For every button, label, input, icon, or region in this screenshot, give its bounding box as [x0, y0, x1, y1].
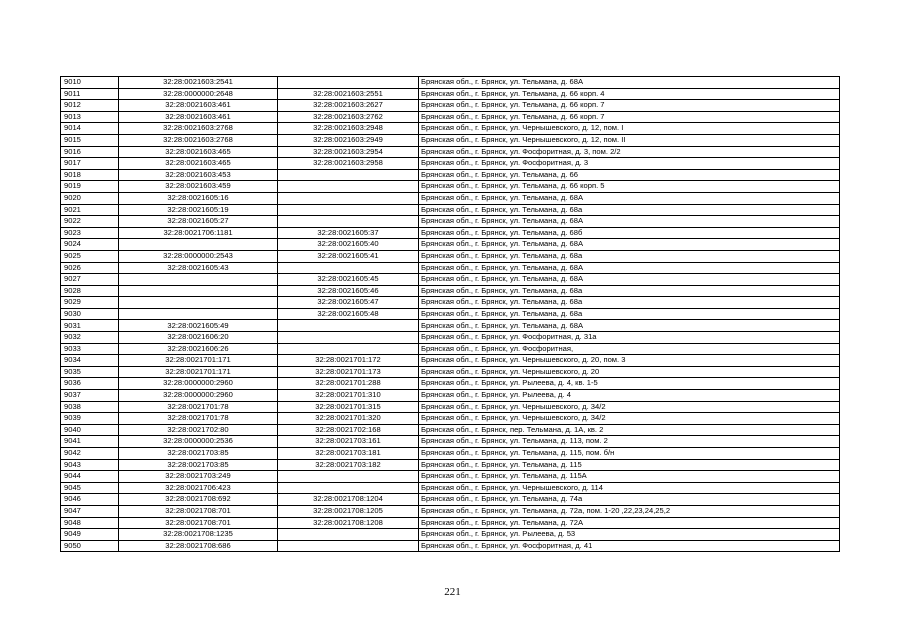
cadastral-number-cell: 32:28:0021603:453 [119, 169, 278, 181]
cadastral-number-cell: 32:28:0021603:465 [119, 146, 278, 158]
table-row [61, 413, 840, 425]
address-cell: Брянская обл., г. Брянск, ул. Тельмана, д. 66 корп. 7 [419, 111, 840, 123]
cadastral-number-cell: 32:28:0021603:2541 [119, 77, 278, 89]
table-row [61, 158, 840, 170]
row-number-cell: 9022 [61, 216, 119, 228]
related-cadastral-number-cell [278, 192, 419, 204]
address-cell: Брянская обл., г. Брянск, ул. Тельмана, д. 68а [419, 308, 840, 320]
address-cell: Брянская обл., г. Брянск, ул. Тельмана, д. 68А [419, 216, 840, 228]
related-cadastral-number-cell: 32:28:0021603:2958 [278, 158, 419, 170]
cadastral-number-cell [119, 308, 278, 320]
table-row [61, 378, 840, 390]
row-number-cell: 9030 [61, 308, 119, 320]
related-cadastral-number-cell: 32:28:0021703:182 [278, 459, 419, 471]
related-cadastral-number-cell: 32:28:0021708:1208 [278, 517, 419, 529]
cadastral-number-cell: 32:28:0021703:85 [119, 459, 278, 471]
related-cadastral-number-cell: 32:28:0021701:310 [278, 390, 419, 402]
cadastral-number-cell: 32:28:0021706:423 [119, 482, 278, 494]
registry-table-body [61, 77, 840, 552]
row-number-cell: 9037 [61, 390, 119, 402]
address-cell: Брянская обл., г. Брянск, ул. Тельмана, д. 72А [419, 517, 840, 529]
cadastral-number-cell: 32:28:0000000:2960 [119, 378, 278, 390]
table-row [61, 169, 840, 181]
table-row [61, 77, 840, 89]
table-row [61, 134, 840, 146]
row-number-cell: 9019 [61, 181, 119, 193]
row-number-cell: 9031 [61, 320, 119, 332]
row-number-cell: 9050 [61, 540, 119, 552]
cadastral-number-cell: 32:28:0021708:686 [119, 540, 278, 552]
cadastral-number-cell: 32:28:0021605:16 [119, 192, 278, 204]
related-cadastral-number-cell [278, 320, 419, 332]
table-row [61, 459, 840, 471]
row-number-cell: 9047 [61, 505, 119, 517]
related-cadastral-number-cell: 32:28:0021603:2948 [278, 123, 419, 135]
table-row [61, 274, 840, 286]
cadastral-number-cell: 32:28:0021603:459 [119, 181, 278, 193]
address-cell: Брянская обл., г. Брянск, ул. Чернышевского, д. 12, пом. II [419, 134, 840, 146]
cadastral-number-cell [119, 297, 278, 309]
address-cell: Брянская обл., г. Брянск, ул. Чернышевского, д. 20 [419, 366, 840, 378]
cadastral-number-cell [119, 285, 278, 297]
row-number-cell: 9044 [61, 471, 119, 483]
related-cadastral-number-cell: 32:28:0021701:172 [278, 355, 419, 367]
address-cell: Брянская обл., г. Брянск, ул. Чернышевского, д. 34/2 [419, 401, 840, 413]
address-cell: Брянская обл., г. Брянск, ул. Тельмана, д. 68б [419, 227, 840, 239]
address-cell: Брянская обл., г. Брянск, ул. Тельмана, д. 66 корп. 5 [419, 181, 840, 193]
address-cell: Брянская обл., г. Брянск, ул. Тельмана, д. 66 [419, 169, 840, 181]
address-cell: Брянская обл., г. Брянск, ул. Рылеева, д. 4, кв. 1-5 [419, 378, 840, 390]
row-number-cell: 9023 [61, 227, 119, 239]
cadastral-number-cell: 32:28:0021701:171 [119, 366, 278, 378]
cadastral-number-cell: 32:28:0021605:19 [119, 204, 278, 216]
row-number-cell: 9048 [61, 517, 119, 529]
table-row [61, 216, 840, 228]
related-cadastral-number-cell: 32:28:0021605:41 [278, 250, 419, 262]
cadastral-number-cell: 32:28:0021708:701 [119, 505, 278, 517]
related-cadastral-number-cell: 32:28:0021708:1205 [278, 505, 419, 517]
address-cell: Брянская обл., г. Брянск, ул. Тельмана, д. 66 корп. 4 [419, 88, 840, 100]
table-row [61, 401, 840, 413]
table-row [61, 181, 840, 193]
related-cadastral-number-cell: 32:28:0021605:37 [278, 227, 419, 239]
table-row [61, 494, 840, 506]
cadastral-number-cell: 32:28:0021606:20 [119, 332, 278, 344]
cadastral-number-cell: 32:28:0021603:465 [119, 158, 278, 170]
cadastral-number-cell: 32:28:0021603:461 [119, 111, 278, 123]
row-number-cell: 9011 [61, 88, 119, 100]
table-row [61, 332, 840, 344]
address-cell: Брянская обл., г. Брянск, ул. Тельмана, д. 68а [419, 297, 840, 309]
related-cadastral-number-cell: 32:28:0021603:2627 [278, 100, 419, 112]
cadastral-number-cell: 32:28:0021706:1181 [119, 227, 278, 239]
row-number-cell: 9049 [61, 529, 119, 541]
address-cell: Брянская обл., г. Брянск, ул. Фосфоритная, [419, 343, 840, 355]
related-cadastral-number-cell [278, 77, 419, 89]
related-cadastral-number-cell [278, 482, 419, 494]
related-cadastral-number-cell: 32:28:0021701:173 [278, 366, 419, 378]
related-cadastral-number-cell [278, 216, 419, 228]
address-cell: Брянская обл., г. Брянск, ул. Фосфоритная, д. 31а [419, 332, 840, 344]
address-cell: Брянская обл., г. Брянск, ул. Тельмана, д. 68а [419, 285, 840, 297]
row-number-cell: 9013 [61, 111, 119, 123]
related-cadastral-number-cell [278, 169, 419, 181]
address-cell: Брянская обл., г. Брянск, ул. Чернышевского, д. 20, пом. 3 [419, 355, 840, 367]
related-cadastral-number-cell: 32:28:0021703:181 [278, 448, 419, 460]
row-number-cell: 9024 [61, 239, 119, 251]
table-row [61, 88, 840, 100]
cadastral-number-cell: 32:28:0021605:49 [119, 320, 278, 332]
registry-table [60, 76, 840, 552]
table-row [61, 227, 840, 239]
address-cell: Брянская обл., г. Брянск, ул. Фосфоритная, д. 3, пом. 2/2 [419, 146, 840, 158]
cadastral-number-cell: 32:28:0021603:2768 [119, 134, 278, 146]
cadastral-number-cell: 32:28:0021708:692 [119, 494, 278, 506]
table-row [61, 239, 840, 251]
cadastral-number-cell: 32:28:0021701:78 [119, 401, 278, 413]
row-number-cell: 9012 [61, 100, 119, 112]
row-number-cell: 9034 [61, 355, 119, 367]
row-number-cell: 9036 [61, 378, 119, 390]
address-cell: Брянская обл., г. Брянск, ул. Рылеева, д. 53 [419, 529, 840, 541]
table-row [61, 343, 840, 355]
cadastral-number-cell: 32:28:0000000:2960 [119, 390, 278, 402]
row-number-cell: 9016 [61, 146, 119, 158]
row-number-cell: 9014 [61, 123, 119, 135]
row-number-cell: 9042 [61, 448, 119, 460]
cadastral-number-cell: 32:28:0021702:80 [119, 424, 278, 436]
address-cell: Брянская обл., г. Брянск, пер. Тельмана, д. 1А, кв. 2 [419, 424, 840, 436]
address-cell: Брянская обл., г. Брянск, ул. Тельмана, д. 68А [419, 192, 840, 204]
related-cadastral-number-cell: 32:28:0021603:2949 [278, 134, 419, 146]
address-cell: Брянская обл., г. Брянск, ул. Тельмана, д. 68А [419, 239, 840, 251]
table-row [61, 146, 840, 158]
related-cadastral-number-cell: 32:28:0021605:48 [278, 308, 419, 320]
related-cadastral-number-cell: 32:28:0021701:320 [278, 413, 419, 425]
related-cadastral-number-cell: 32:28:0021701:288 [278, 378, 419, 390]
row-number-cell: 9015 [61, 134, 119, 146]
address-cell: Брянская обл., г. Брянск, ул. Тельмана, д. 74а [419, 494, 840, 506]
cadastral-number-cell [119, 274, 278, 286]
related-cadastral-number-cell: 32:28:0021605:46 [278, 285, 419, 297]
address-cell: Брянская обл., г. Брянск, ул. Чернышевского, д. 114 [419, 482, 840, 494]
table-row [61, 285, 840, 297]
related-cadastral-number-cell [278, 471, 419, 483]
row-number-cell: 9040 [61, 424, 119, 436]
related-cadastral-number-cell [278, 204, 419, 216]
related-cadastral-number-cell [278, 343, 419, 355]
cadastral-number-cell: 32:28:0021708:1235 [119, 529, 278, 541]
table-row [61, 297, 840, 309]
cadastral-number-cell: 32:28:0021603:461 [119, 100, 278, 112]
table-row [61, 540, 840, 552]
table-row [61, 320, 840, 332]
address-cell: Брянская обл., г. Брянск, ул. Рылеева, д. 4 [419, 390, 840, 402]
table-row [61, 448, 840, 460]
table-row [61, 262, 840, 274]
cadastral-number-cell: 32:28:0000000:2543 [119, 250, 278, 262]
row-number-cell: 9018 [61, 169, 119, 181]
cadastral-number-cell: 32:28:0021606:26 [119, 343, 278, 355]
related-cadastral-number-cell: 32:28:0021603:2954 [278, 146, 419, 158]
table-row [61, 436, 840, 448]
row-number-cell: 9035 [61, 366, 119, 378]
address-cell: Брянская обл., г. Брянск, ул. Тельмана, д. 68А [419, 320, 840, 332]
row-number-cell: 9029 [61, 297, 119, 309]
row-number-cell: 9027 [61, 274, 119, 286]
related-cadastral-number-cell: 32:28:0021708:1204 [278, 494, 419, 506]
row-number-cell: 9041 [61, 436, 119, 448]
related-cadastral-number-cell: 32:28:0021605:47 [278, 297, 419, 309]
related-cadastral-number-cell [278, 332, 419, 344]
table-row [61, 505, 840, 517]
address-cell: Брянская обл., г. Брянск, ул. Тельмана, д. 72а, пом. 1-20 ,22,23,24,25,2 [419, 505, 840, 517]
address-cell: Брянская обл., г. Брянск, ул. Тельмана, д. 68А [419, 77, 840, 89]
table-row [61, 308, 840, 320]
related-cadastral-number-cell: 32:28:0021603:2762 [278, 111, 419, 123]
table-row [61, 100, 840, 112]
cadastral-number-cell: 32:28:0021703:249 [119, 471, 278, 483]
related-cadastral-number-cell: 32:28:0021703:161 [278, 436, 419, 448]
table-row [61, 111, 840, 123]
row-number-cell: 9025 [61, 250, 119, 262]
row-number-cell: 9032 [61, 332, 119, 344]
cadastral-number-cell: 32:28:0021603:2768 [119, 123, 278, 135]
cadastral-number-cell: 32:28:0021701:78 [119, 413, 278, 425]
row-number-cell: 9026 [61, 262, 119, 274]
table-row [61, 517, 840, 529]
row-number-cell: 9017 [61, 158, 119, 170]
address-cell: Брянская обл., г. Брянск, ул. Тельмана, д. 115 [419, 459, 840, 471]
related-cadastral-number-cell: 32:28:0021702:168 [278, 424, 419, 436]
address-cell: Брянская обл., г. Брянск, ул. Тельмана, д. 115, пом. б/н [419, 448, 840, 460]
row-number-cell: 9028 [61, 285, 119, 297]
table-row [61, 250, 840, 262]
cadastral-number-cell: 32:28:0021708:701 [119, 517, 278, 529]
table-row [61, 192, 840, 204]
table-row [61, 123, 840, 135]
row-number-cell: 9021 [61, 204, 119, 216]
address-cell: Брянская обл., г. Брянск, ул. Фосфоритная, д. 3 [419, 158, 840, 170]
cadastral-number-cell: 32:28:0021605:27 [119, 216, 278, 228]
row-number-cell: 9043 [61, 459, 119, 471]
address-cell: Брянская обл., г. Брянск, ул. Чернышевского, д. 34/2 [419, 413, 840, 425]
table-row [61, 482, 840, 494]
table-row [61, 355, 840, 367]
table-row [61, 204, 840, 216]
row-number-cell: 9010 [61, 77, 119, 89]
address-cell: Брянская обл., г. Брянск, ул. Тельмана, д. 68а [419, 204, 840, 216]
address-cell: Брянская обл., г. Брянск, ул. Тельмана, д. 66 корп. 7 [419, 100, 840, 112]
address-cell: Брянская обл., г. Брянск, ул. Фосфоритная, д. 41 [419, 540, 840, 552]
row-number-cell: 9020 [61, 192, 119, 204]
related-cadastral-number-cell [278, 181, 419, 193]
address-cell: Брянская обл., г. Брянск, ул. Тельмана, д. 115А [419, 471, 840, 483]
cadastral-number-cell: 32:28:0021605:43 [119, 262, 278, 274]
table-row [61, 390, 840, 402]
related-cadastral-number-cell [278, 262, 419, 274]
related-cadastral-number-cell: 32:28:0021603:2551 [278, 88, 419, 100]
address-cell: Брянская обл., г. Брянск, ул. Тельмана, д. 68А [419, 262, 840, 274]
page-number: 221 [444, 586, 461, 598]
address-cell: Брянская обл., г. Брянск, ул. Тельмана, д. 113, пом. 2 [419, 436, 840, 448]
row-number-cell: 9039 [61, 413, 119, 425]
row-number-cell: 9038 [61, 401, 119, 413]
related-cadastral-number-cell [278, 529, 419, 541]
related-cadastral-number-cell: 32:28:0021605:40 [278, 239, 419, 251]
table-row [61, 424, 840, 436]
related-cadastral-number-cell: 32:28:0021605:45 [278, 274, 419, 286]
related-cadastral-number-cell [278, 540, 419, 552]
row-number-cell: 9045 [61, 482, 119, 494]
cadastral-number-cell: 32:28:0000000:2648 [119, 88, 278, 100]
row-number-cell: 9033 [61, 343, 119, 355]
cadastral-number-cell: 32:28:0000000:2536 [119, 436, 278, 448]
cadastral-number-cell [119, 239, 278, 251]
address-cell: Брянская обл., г. Брянск, ул. Чернышевского, д. 12, пом. I [419, 123, 840, 135]
cadastral-number-cell: 32:28:0021703:85 [119, 448, 278, 460]
table-row [61, 471, 840, 483]
cadastral-number-cell: 32:28:0021701:171 [119, 355, 278, 367]
address-cell: Брянская обл., г. Брянск, ул. Тельмана, д. 68а [419, 250, 840, 262]
related-cadastral-number-cell: 32:28:0021701:315 [278, 401, 419, 413]
table-row [61, 366, 840, 378]
row-number-cell: 9046 [61, 494, 119, 506]
address-cell: Брянская обл., г. Брянск, ул. Тельмана, д. 68А [419, 274, 840, 286]
table-row [61, 529, 840, 541]
